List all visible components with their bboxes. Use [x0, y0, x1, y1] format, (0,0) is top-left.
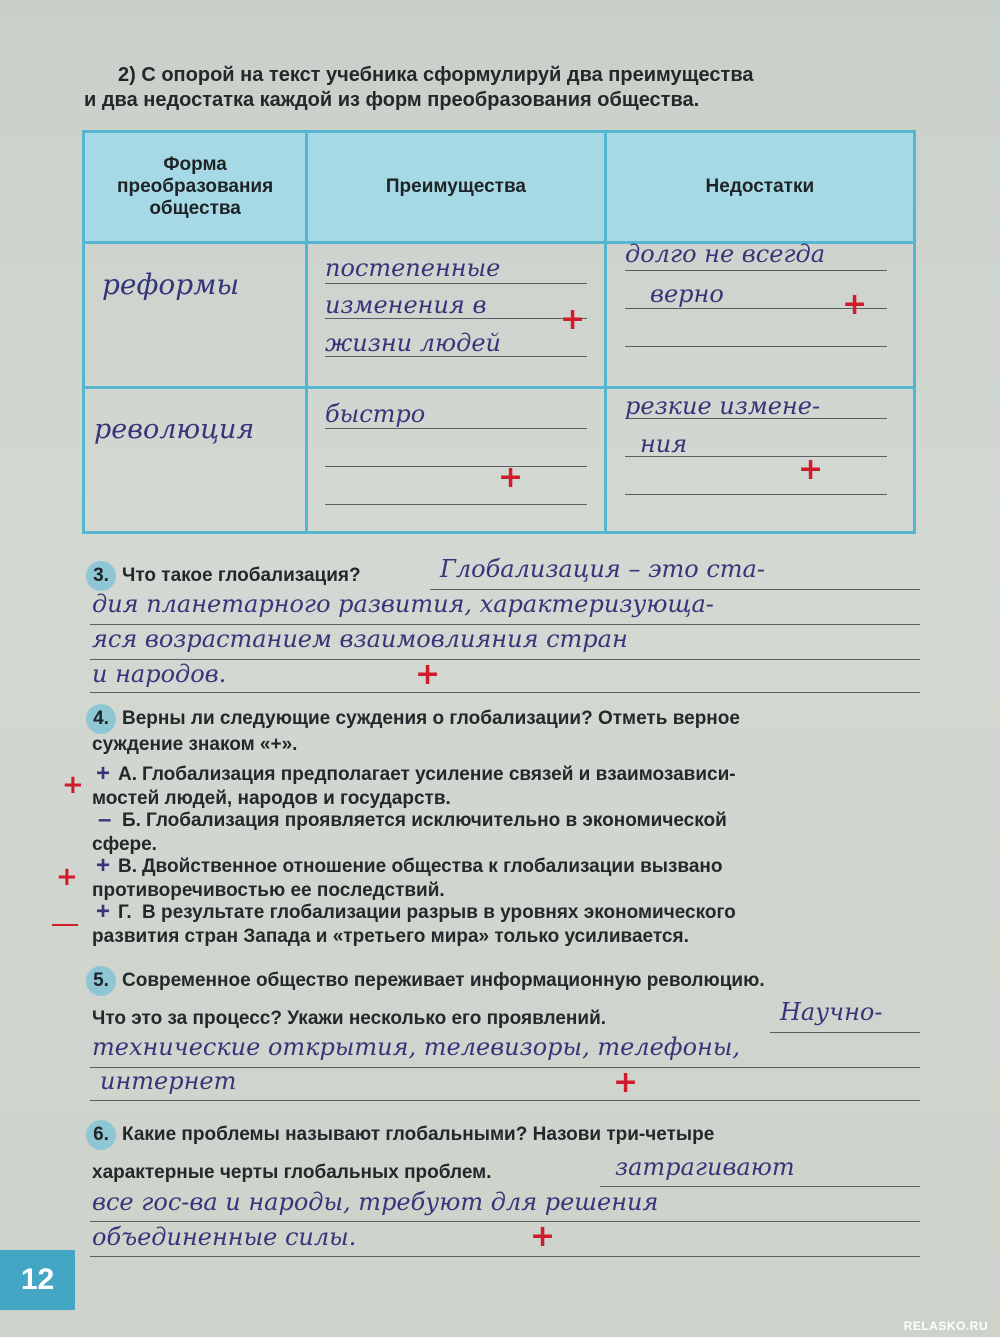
answer-pros-1c: жизни людей: [325, 329, 502, 357]
question-4-line1: Верны ли следующие суждения о глобализации? Отметь верное: [122, 708, 740, 729]
question-5-number: 5.: [86, 966, 116, 996]
question-4-line2: суждение знаком «+».: [92, 734, 298, 755]
judgment-g-line2: развития стран Запада и «третьего мира» только усиливается.: [92, 926, 689, 947]
teacher-mark: [52, 924, 78, 926]
question-4-number: 4.: [86, 704, 116, 734]
question-3-text: Что такое глобализация?: [122, 565, 361, 586]
teacher-mark: +: [530, 1219, 556, 1254]
answer-cons-2a: резкие измене-: [625, 392, 821, 420]
teacher-mark: +: [62, 770, 84, 800]
judgment-a-mark: +: [96, 760, 111, 787]
answer-5-line2: технические открытия, телевизоры, телефоны,: [92, 1033, 741, 1061]
cell-form: [84, 388, 307, 533]
teacher-mark: +: [560, 302, 586, 337]
judgment-b-line2: сфере.: [92, 834, 157, 855]
teacher-mark: +: [498, 460, 524, 495]
teacher-mark: +: [613, 1065, 639, 1100]
answer-pros-2a: быстро: [325, 400, 426, 428]
answer-5-line1: Научно-: [780, 998, 883, 1026]
judgment-v-letter: В.: [118, 856, 137, 877]
question-6-line1: Какие проблемы называют глобальными? Назови три-четыре: [122, 1124, 715, 1145]
answer-pros-1b: изменения в: [325, 291, 487, 319]
teacher-mark: +: [56, 862, 78, 892]
question-6-number: 6.: [86, 1120, 116, 1150]
task2-line1: 2) С опорой на текст учебника сформулируй два преимущества: [118, 64, 754, 86]
judgment-v-line2: противоречивостью ее последствий.: [92, 880, 445, 901]
header-pros: Преимущества: [307, 132, 606, 243]
task2-line2: и два недостатка каждой из форм преобразования общества.: [84, 89, 700, 111]
answer-6-line3: объединенные силы.: [92, 1223, 357, 1251]
judgment-g-line1: В результате глобализации разрыв в уровнях экономического: [142, 902, 736, 923]
answer-cons-1b: верно: [650, 280, 724, 308]
judgment-b-letter: Б.: [122, 810, 141, 831]
teacher-mark: +: [415, 657, 441, 692]
judgment-v-mark: +: [96, 852, 111, 879]
judgment-b-line1: Глобализация проявляется исключительно в экономической: [146, 810, 727, 831]
judgment-a-line1: Глобализация предполагает усиление связей и взаимозависи-: [142, 764, 736, 785]
header-form: Форма преобразования общества: [84, 132, 307, 243]
answer-5-line3: интернет: [100, 1067, 237, 1095]
answer-6-line1: затрагивают: [615, 1153, 795, 1181]
judgment-v-line1: Двойственное отношение общества к глобализации вызвано: [142, 856, 723, 877]
question-5-line1: Современное общество переживает информационную революцию.: [122, 970, 765, 991]
answer-form-1: реформы: [102, 268, 240, 301]
question-5-line2: Что это за процесс? Укажи несколько его проявлений.: [92, 1008, 607, 1029]
teacher-mark: +: [842, 287, 868, 322]
page-number: 12: [0, 1250, 75, 1310]
judgment-a-letter: А.: [118, 764, 137, 785]
judgment-a-line2: мостей людей, народов и государств.: [92, 788, 451, 809]
judgment-g-mark: +: [96, 898, 111, 925]
teacher-mark: +: [798, 452, 824, 487]
question-6-line2: характерные черты глобальных проблем.: [92, 1162, 492, 1183]
judgment-b-mark: –: [98, 806, 112, 833]
header-cons: Недостатки: [605, 132, 914, 243]
question-3-number: 3.: [86, 561, 116, 591]
answer-cons-1a: долго не всегда: [625, 240, 826, 268]
answer-6-line2: все гос-ва и народы, требуют для решения: [92, 1188, 659, 1216]
answer-cons-2b: ния: [640, 430, 688, 458]
cell-form: [84, 243, 307, 388]
answer-form-2: революция: [94, 414, 255, 445]
answer-3-line2: дия планетарного развития, характеризующа-: [92, 590, 714, 618]
answer-3-line1: Глобализация – это ста-: [440, 555, 765, 583]
judgment-g-letter: Г.: [118, 902, 132, 923]
answer-pros-1a: постепенные: [325, 254, 501, 282]
answer-3-line4: и народов.: [92, 660, 227, 688]
watermark: RELASKO.RU: [903, 1319, 988, 1333]
answer-3-line3: яся возрастанием взаимовлияния стран: [92, 625, 628, 653]
